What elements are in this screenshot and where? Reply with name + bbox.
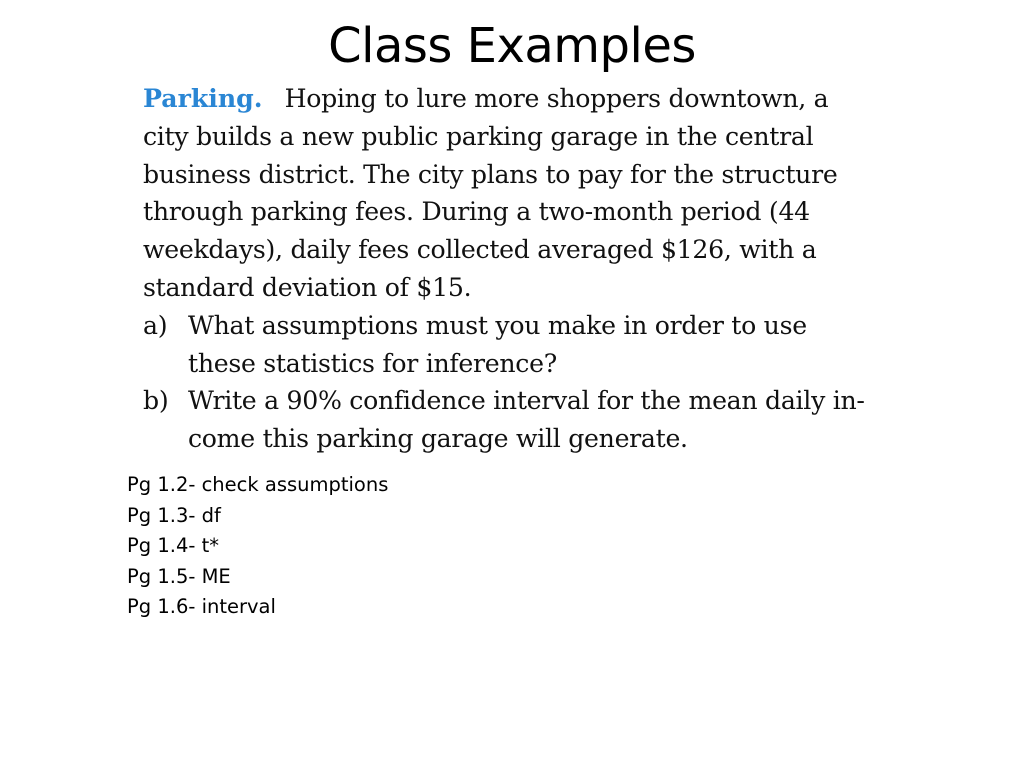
problem-text-block [143,80,933,458]
question-a [143,307,933,383]
question-b [143,382,933,458]
problem-line: business district. The city plans to pay for the structure [143,159,838,189]
question-text [188,382,865,458]
question-line: What assumptions must you make in order to use [188,310,807,340]
question-line: come this parking garage will generate. [188,424,688,454]
problem-line: city builds a new public parking garage in the central [143,121,814,151]
problem-lead: Parking. [143,83,263,113]
question-marker: b) [143,386,169,416]
note-item: Pg 1.6- interval [127,595,276,619]
note-item: Pg 1.3- df [127,503,221,527]
question-line: these statistics for inference? [188,348,557,378]
question-marker: a) [143,310,168,340]
note-item: Pg 1.2- check assumptions [127,473,389,496]
note-item: Pg 1.5- ME [127,564,231,588]
note-item: Pg 1.4- t* [127,534,219,558]
problem-first-line [143,80,933,118]
problem-line: through parking fees. During a two-month period (44 [143,197,810,227]
problem-line: Hoping to lure more shoppers downtown, a [284,84,829,113]
question-text [188,307,807,383]
page-notes [127,470,388,623]
problem-line: standard deviation of $15. [143,272,472,302]
problem-line: weekdays), daily fees collected averaged $126, with a [143,235,817,265]
slide-title: Class Examples [328,18,696,74]
question-line: Write a 90% confidence interval for the mean daily in- [188,386,865,416]
